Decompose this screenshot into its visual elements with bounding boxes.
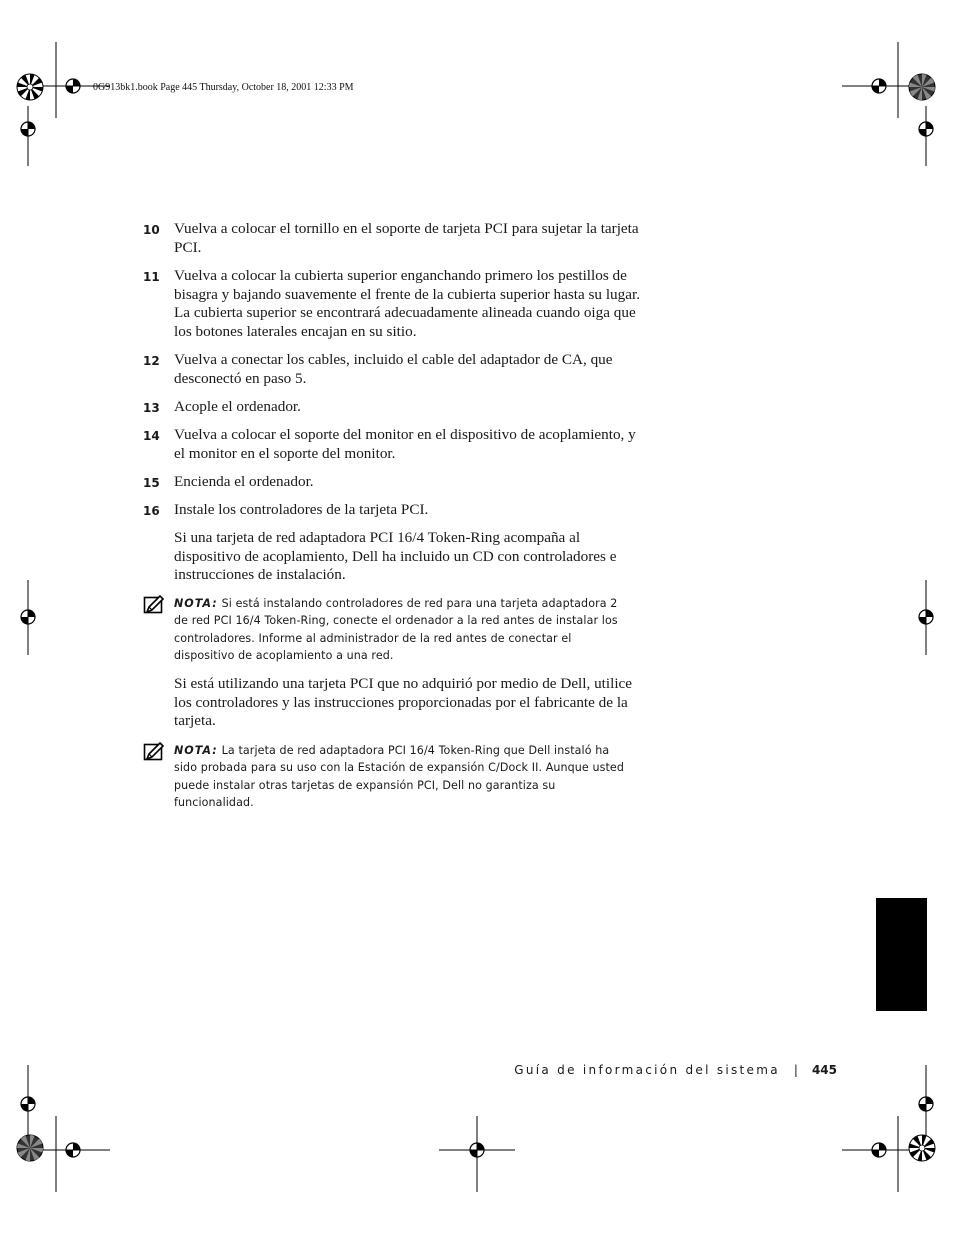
paragraph-non-dell-card: Si está utilizando una tarjeta PCI que no adquirió por medio de Dell, utilice los controladores y las instrucciones proporcionadas por el fabricante de la tarjeta.	[174, 675, 633, 730]
color-target-icon	[17, 1135, 43, 1161]
registration-crosshair-icon	[919, 122, 933, 136]
color-target-icon	[17, 74, 43, 100]
step-number: 13	[143, 401, 160, 415]
step-text: Vuelva a conectar los cables, incluido el cable del adaptador de CA, que desconectó en paso 5.	[174, 351, 613, 387]
registration-crosshair-icon	[66, 1143, 80, 1157]
print-header-stamp: 0G913bk1.book Page 445 Thursday, October 18, 2001 12:33 PM	[93, 82, 354, 93]
step-text: Encienda el ordenador.	[174, 473, 314, 490]
note-body: La tarjeta de red adaptadora PCI 16/4 Token-Ring que Dell instaló ha sido probada para su uso con la Estación de expansión C/Dock II. Aunque usted puede instalar otras tarjetas de expansión PCI, Dell no garantiza su funcionalidad.	[174, 744, 625, 810]
color-target-icon	[909, 1135, 935, 1161]
step-number: 14	[143, 429, 160, 443]
step-text: Acople el ordenador.	[174, 398, 301, 415]
step-text: Vuelva a colocar el soporte del monitor en el dispositivo de acoplamiento, y el monitor en el soporte del monitor.	[174, 426, 636, 462]
step-text: Vuelva a colocar la cubierta superior enganchando primero los pestillos de bisagra y bajando suavemente el frente de la cubierta superior hasta su lugar. La cubierta superior se encontrará adecuadamente alineada cuando oiga que los botones laterales encajan en su sitio.	[174, 267, 640, 340]
note-label: NOTA:	[174, 744, 218, 757]
note-body: Si está instalando controladores de red para una tarjeta adaptadora 2 de red PCI 16/4 Token-Ring, conecte el ordenador a la red antes de instalar los controladores. Informe al administrador de la red antes de conectar el dispositivo de acoplamiento a una red.	[174, 597, 618, 663]
registration-crosshair-icon	[872, 1143, 886, 1157]
step-number: 10	[143, 223, 160, 237]
footer-separator: |	[793, 1063, 798, 1077]
step-text: Vuelva a colocar el tornillo en el soporte de tarjeta PCI para sujetar la tarjeta PCI.	[174, 220, 639, 256]
registration-crosshair-icon	[919, 610, 933, 624]
step-number: 11	[143, 270, 160, 284]
page-number: 445	[811, 1063, 837, 1077]
registration-crosshair-icon	[470, 1143, 484, 1157]
registration-crosshair-icon	[66, 79, 80, 93]
registration-crosshair-icon	[872, 79, 886, 93]
step-number: 12	[143, 354, 160, 368]
registration-crosshair-icon	[919, 1097, 933, 1111]
registration-crosshair-icon	[21, 1097, 35, 1111]
registration-crosshair-icon	[21, 122, 35, 136]
footer-title: Guía de información del sistema	[514, 1063, 780, 1077]
paragraph-token-ring-cd: Si una tarjeta de red adaptadora PCI 16/4 Token-Ring acompaña al dispositivo de acoplamiento, Dell ha incluido un CD con controladores e instrucciones de instalación.	[174, 529, 617, 584]
registration-crosshair-icon	[21, 610, 35, 624]
step-number: 16	[143, 504, 160, 518]
color-target-icon	[909, 74, 935, 100]
note-label: NOTA:	[174, 597, 218, 610]
step-number: 15	[143, 476, 160, 490]
step-text: Instale los controladores de la tarjeta PCI.	[174, 501, 429, 518]
